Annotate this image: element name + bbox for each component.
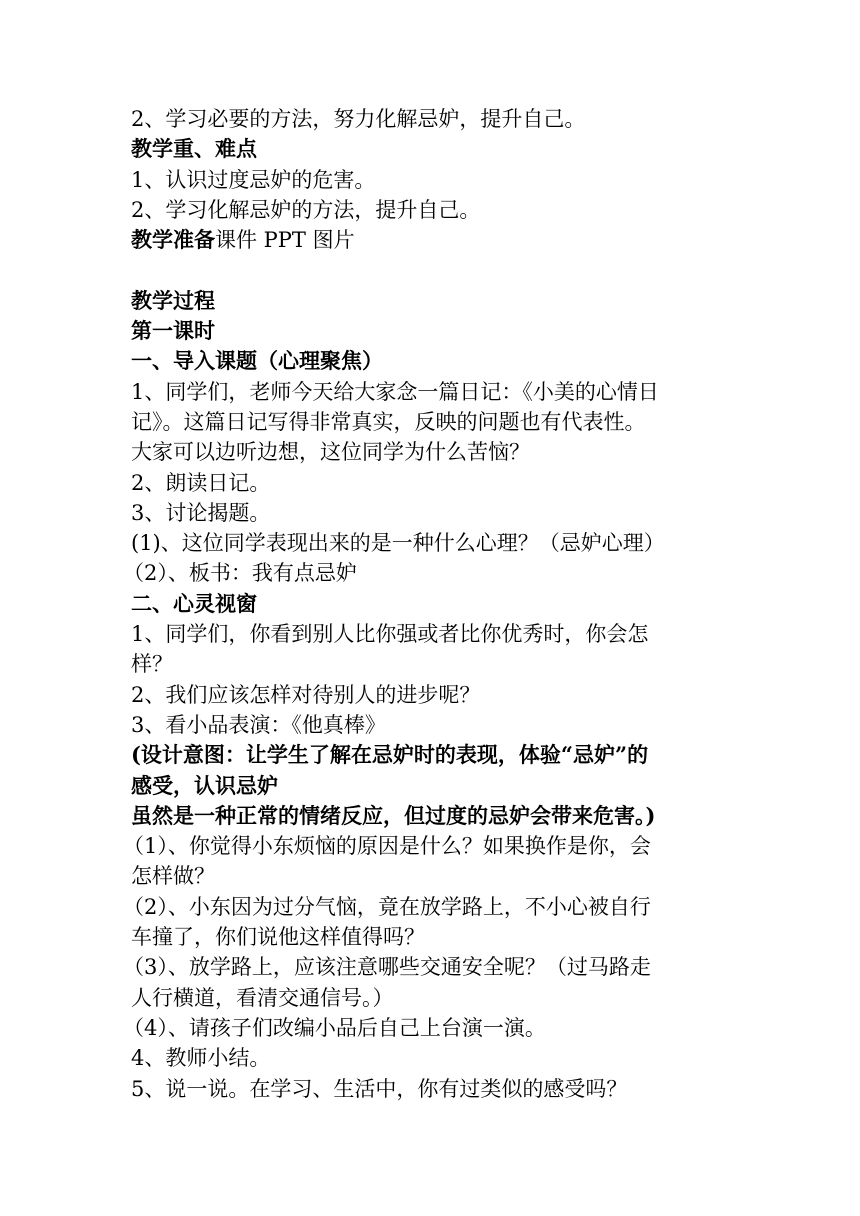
- key-point-1: 1、认识过度忌妒的危害。: [131, 167, 376, 192]
- key-points-heading: 教学重、难点: [131, 136, 257, 162]
- question-2-line-2: 车撞了，你们说他这样值得吗？: [131, 925, 425, 950]
- s2-item-3: 3、看小品表演：《他真棒》: [131, 712, 386, 737]
- question-4: （4）、请孩子们改编小品后自己上台演一演。: [123, 1015, 546, 1040]
- design-intent-line-1: (设计意图：让学生了解在忌妒时的表现，体验“忌妒”的: [131, 742, 649, 768]
- s2-item-1-line-2: 样？: [131, 652, 173, 677]
- document-body: [123, 104, 731, 1104]
- s1-item-1-line-3: 大家可以边听边想，这位同学为什么苦恼？: [131, 440, 530, 465]
- prep-heading: 教学准备: [131, 227, 215, 253]
- question-1-line-1: （1）、你觉得小东烦恼的原因是什么？如果换作是你，会: [123, 834, 651, 859]
- section-1-heading: 一、导入课题（心理聚焦）: [131, 348, 383, 374]
- s2-item-1-line-1: 1、同学们，你看到别人比你强或者比你优秀时，你会怎: [131, 622, 649, 647]
- s1-item-2: 2、朗读日记。: [131, 470, 271, 495]
- objective-2: 2、学习必要的方法，努力化解忌妒，提升自己。: [131, 107, 586, 131]
- s1-item-3-1: (1)、这位同学表现出来的是一种什么心理？（忌妒心理）: [131, 531, 665, 556]
- question-3-line-2: 人行横道，看清交通信号。）: [131, 985, 394, 1010]
- s1-item-1-line-1: 1、同学们，老师今天给大家念一篇日记：《小美的心情日: [131, 379, 659, 404]
- s2-item-4: 4、教师小结。: [131, 1046, 271, 1071]
- section-2-heading: 二、心灵视窗: [131, 590, 257, 616]
- question-2-line-1: （2）、小东因为过分气恼，竟在放学路上，不小心被自行: [123, 894, 651, 919]
- design-intent-line-2: 感受，认识忌妒: [131, 772, 278, 798]
- prep-text: 课件 PPT 图片: [215, 228, 355, 253]
- question-1-line-2: 怎样做？: [131, 864, 215, 889]
- lesson-one-heading: 第一课时: [131, 318, 215, 344]
- s1-item-1-line-2: 记》。这篇日记写得非常真实，反映的问题也有代表性。: [131, 409, 646, 434]
- s2-item-5: 5、说一说。在学习、生活中，你有过类似的感受吗？: [131, 1076, 628, 1101]
- blank-line: [131, 255, 731, 285]
- process-heading: 教学过程: [131, 287, 215, 313]
- s1-item-3: 3、讨论揭题。: [131, 500, 271, 525]
- question-3-line-1: （3）、放学路上，应该注意哪些交通安全呢？（过马路走: [123, 955, 651, 980]
- s1-item-3-2: （2）、板书：我有点忌妒: [123, 561, 357, 586]
- key-point-2: 2、学习化解忌妒的方法，提升自己。: [131, 197, 481, 222]
- teaching-prep: [131, 225, 731, 255]
- s2-item-2: 2、我们应该怎样对待别人的进步呢？: [131, 682, 481, 707]
- design-intent-line-3: 虽然是一种正常的情绪反应，但过度的忌妒会带来危害。): [131, 802, 656, 828]
